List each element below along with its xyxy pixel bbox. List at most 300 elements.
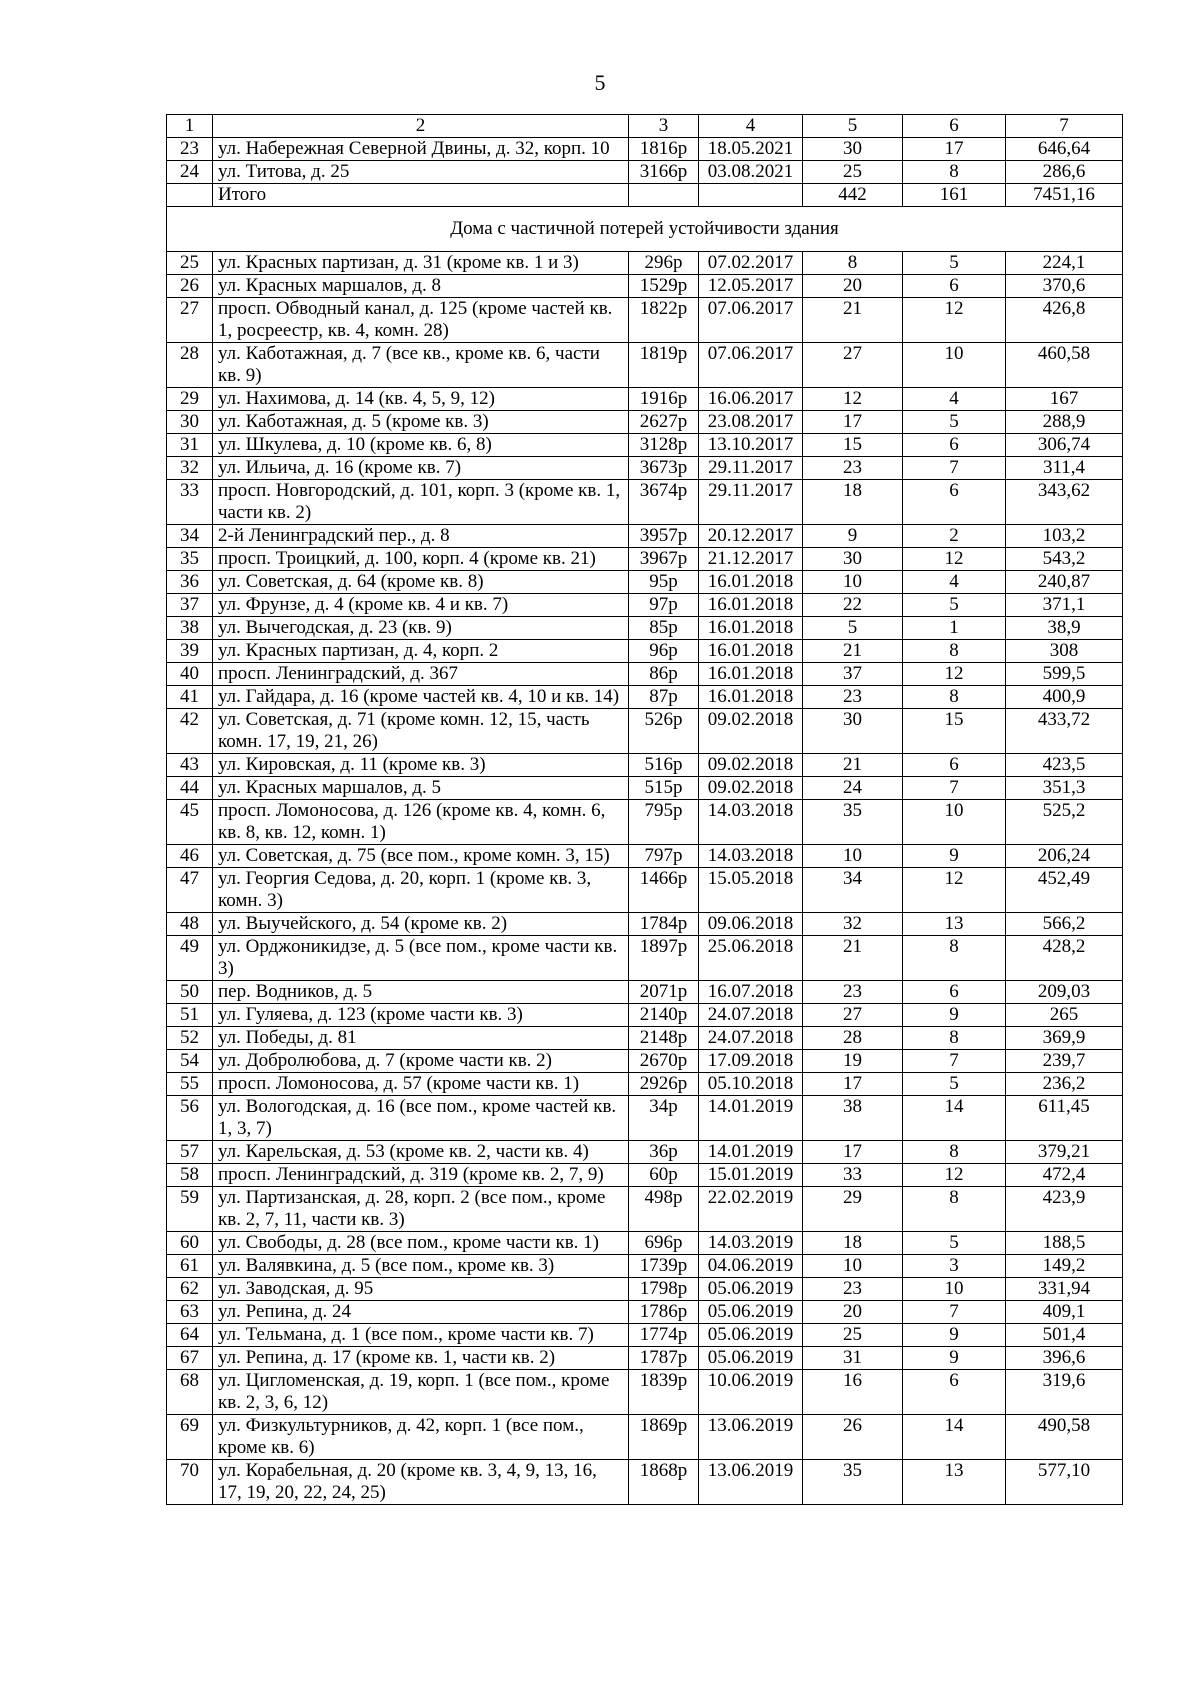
column-6-cell: 8: [903, 1027, 1006, 1050]
column-6-cell: 9: [903, 1324, 1006, 1347]
column-5-cell: 21: [803, 640, 903, 663]
column-5-cell: 29: [803, 1187, 903, 1232]
order-cell: 1787р: [629, 1347, 699, 1370]
date-cell: 16.01.2018: [699, 594, 803, 617]
table-row: [167, 1324, 1123, 1347]
order-cell: 1466р: [629, 868, 699, 913]
column-5-cell: 33: [803, 1164, 903, 1187]
date-cell: 07.02.2017: [699, 252, 803, 275]
total-column-5: 442: [803, 184, 903, 207]
row-number: 70: [167, 1460, 213, 1505]
column-header: 5: [803, 115, 903, 138]
table-row: [167, 800, 1123, 845]
date-cell: 25.06.2018: [699, 936, 803, 981]
column-7-cell: 265: [1006, 1004, 1123, 1027]
date-cell: 05.10.2018: [699, 1073, 803, 1096]
table-row: [167, 1460, 1123, 1505]
order-cell: 795р: [629, 800, 699, 845]
date-cell: 18.05.2021: [699, 138, 803, 161]
address-cell: ул. Советская, д. 71 (кроме комн. 12, 15, часть комн. 17, 19, 21, 26): [213, 709, 629, 754]
address-cell: ул. Победы, д. 81: [213, 1027, 629, 1050]
date-cell: 20.12.2017: [699, 525, 803, 548]
column-6-cell: 9: [903, 1004, 1006, 1027]
address-cell: просп. Троицкий, д. 100, корп. 4 (кроме кв. 21): [213, 548, 629, 571]
date-cell: 16.01.2018: [699, 617, 803, 640]
column-6-cell: 17: [903, 138, 1006, 161]
date-cell: 09.02.2018: [699, 754, 803, 777]
address-cell: пер. Водников, д. 5: [213, 981, 629, 1004]
row-number: 31: [167, 434, 213, 457]
order-cell: 1774р: [629, 1324, 699, 1347]
address-cell: ул. Репина, д. 17 (кроме кв. 1, части кв. 2): [213, 1347, 629, 1370]
order-cell: 1816р: [629, 138, 699, 161]
date-cell: 16.01.2018: [699, 686, 803, 709]
order-cell: 2071р: [629, 981, 699, 1004]
address-cell: ул. Каботажная, д. 5 (кроме кв. 3): [213, 411, 629, 434]
column-6-cell: 6: [903, 434, 1006, 457]
address-cell: просп. Ломоносова, д. 126 (кроме кв. 4, комн. 6, кв. 8, кв. 12, комн. 1): [213, 800, 629, 845]
column-5-cell: 34: [803, 868, 903, 913]
address-cell: ул. Корабельная, д. 20 (кроме кв. 3, 4, 9, 13, 16, 17, 19, 20, 22, 24, 25): [213, 1460, 629, 1505]
column-7-cell: 379,21: [1006, 1141, 1123, 1164]
column-7-cell: 501,4: [1006, 1324, 1123, 1347]
order-cell: 1786р: [629, 1301, 699, 1324]
date-cell: 13.06.2019: [699, 1415, 803, 1460]
column-6-cell: 8: [903, 161, 1006, 184]
order-cell: 797р: [629, 845, 699, 868]
address-cell: ул. Шкулева, д. 10 (кроме кв. 6, 8): [213, 434, 629, 457]
column-6-cell: 3: [903, 1255, 1006, 1278]
row-number: 68: [167, 1370, 213, 1415]
address-cell: ул. Заводская, д. 95: [213, 1278, 629, 1301]
order-cell: 3967р: [629, 548, 699, 571]
column-7-cell: 426,8: [1006, 298, 1123, 343]
row-number: 50: [167, 981, 213, 1004]
column-7-cell: 331,94: [1006, 1278, 1123, 1301]
column-5-cell: 32: [803, 913, 903, 936]
order-cell: 1819р: [629, 343, 699, 388]
column-6-cell: 6: [903, 754, 1006, 777]
total-row: [167, 184, 1123, 207]
column-5-cell: 16: [803, 1370, 903, 1415]
date-cell: 24.07.2018: [699, 1004, 803, 1027]
row-number: 45: [167, 800, 213, 845]
address-cell: ул. Советская, д. 64 (кроме кв. 8): [213, 571, 629, 594]
row-number: 37: [167, 594, 213, 617]
table-row: [167, 936, 1123, 981]
address-cell: ул. Красных партизан, д. 31 (кроме кв. 1 и 3): [213, 252, 629, 275]
column-6-cell: 9: [903, 1347, 1006, 1370]
date-cell: 09.06.2018: [699, 913, 803, 936]
column-7-cell: 149,2: [1006, 1255, 1123, 1278]
row-number: 64: [167, 1324, 213, 1347]
date-cell: 14.03.2019: [699, 1232, 803, 1255]
order-cell: 516р: [629, 754, 699, 777]
table-row: [167, 845, 1123, 868]
order-cell: 87р: [629, 686, 699, 709]
order-cell: 1839р: [629, 1370, 699, 1415]
column-7-cell: 343,62: [1006, 480, 1123, 525]
column-header: 7: [1006, 115, 1123, 138]
column-header: 1: [167, 115, 213, 138]
row-number: 61: [167, 1255, 213, 1278]
address-cell: просп. Обводный канал, д. 125 (кроме частей кв. 1, росреестр, кв. 4, комн. 28): [213, 298, 629, 343]
order-cell: 526р: [629, 709, 699, 754]
row-number: 63: [167, 1301, 213, 1324]
order-cell: 1529р: [629, 275, 699, 298]
row-number: 69: [167, 1415, 213, 1460]
column-5-cell: 10: [803, 845, 903, 868]
date-cell: 14.03.2018: [699, 800, 803, 845]
order-cell: 95р: [629, 571, 699, 594]
date-cell: 24.07.2018: [699, 1027, 803, 1050]
address-cell: ул. Репина, д. 24: [213, 1301, 629, 1324]
column-5-cell: 27: [803, 1004, 903, 1027]
column-7-cell: 577,10: [1006, 1460, 1123, 1505]
column-5-cell: 24: [803, 777, 903, 800]
address-cell: ул. Кировская, д. 11 (кроме кв. 3): [213, 754, 629, 777]
table-row: [167, 525, 1123, 548]
column-7-cell: 543,2: [1006, 548, 1123, 571]
column-7-cell: 490,58: [1006, 1415, 1123, 1460]
address-cell: ул. Карельская, д. 53 (кроме кв. 2, части кв. 4): [213, 1141, 629, 1164]
column-7-cell: 423,5: [1006, 754, 1123, 777]
row-number: 60: [167, 1232, 213, 1255]
column-5-cell: 19: [803, 1050, 903, 1073]
table-row: [167, 1278, 1123, 1301]
row-number: 24: [167, 161, 213, 184]
column-6-cell: 10: [903, 343, 1006, 388]
column-6-cell: 9: [903, 845, 1006, 868]
empty-cell: [629, 184, 699, 207]
column-6-cell: 7: [903, 1050, 1006, 1073]
column-6-cell: 12: [903, 1164, 1006, 1187]
address-cell: ул. Ильича, д. 16 (кроме кв. 7): [213, 457, 629, 480]
column-6-cell: 6: [903, 1370, 1006, 1415]
order-cell: 3128р: [629, 434, 699, 457]
table-row: [167, 275, 1123, 298]
column-7-cell: 370,6: [1006, 275, 1123, 298]
column-5-cell: 23: [803, 981, 903, 1004]
order-cell: 3674р: [629, 480, 699, 525]
column-7-cell: 423,9: [1006, 1187, 1123, 1232]
date-cell: 21.12.2017: [699, 548, 803, 571]
address-cell: просп. Ленинградский, д. 319 (кроме кв. 2, 7, 9): [213, 1164, 629, 1187]
row-number: 30: [167, 411, 213, 434]
column-6-cell: 14: [903, 1415, 1006, 1460]
date-cell: 05.06.2019: [699, 1278, 803, 1301]
order-cell: 1822р: [629, 298, 699, 343]
column-7-cell: 188,5: [1006, 1232, 1123, 1255]
column-5-cell: 37: [803, 663, 903, 686]
date-cell: 16.07.2018: [699, 981, 803, 1004]
table-row: [167, 298, 1123, 343]
column-5-cell: 31: [803, 1347, 903, 1370]
table-row: [167, 411, 1123, 434]
column-5-cell: 38: [803, 1096, 903, 1141]
date-cell: 10.06.2019: [699, 1370, 803, 1415]
row-number: 56: [167, 1096, 213, 1141]
date-cell: 04.06.2019: [699, 1255, 803, 1278]
table-row: [167, 709, 1123, 754]
table-row: [167, 1347, 1123, 1370]
column-6-cell: 8: [903, 1141, 1006, 1164]
total-column-7: 7451,16: [1006, 184, 1123, 207]
date-cell: 05.06.2019: [699, 1324, 803, 1347]
table-row: [167, 663, 1123, 686]
table-row: [167, 1050, 1123, 1073]
column-7-cell: 319,6: [1006, 1370, 1123, 1415]
column-6-cell: 6: [903, 275, 1006, 298]
row-number: 67: [167, 1347, 213, 1370]
column-5-cell: 26: [803, 1415, 903, 1460]
date-cell: 13.10.2017: [699, 434, 803, 457]
column-5-cell: 9: [803, 525, 903, 548]
column-6-cell: 2: [903, 525, 1006, 548]
address-cell: ул. Партизанская, д. 28, корп. 2 (все пом., кроме кв. 2, 7, 11, части кв. 3): [213, 1187, 629, 1232]
address-cell: просп. Ломоносова, д. 57 (кроме части кв. 1): [213, 1073, 629, 1096]
address-cell: ул. Валявкина, д. 5 (все пом., кроме кв. 3): [213, 1255, 629, 1278]
table-row: [167, 1096, 1123, 1141]
date-cell: 13.06.2019: [699, 1460, 803, 1505]
column-6-cell: 12: [903, 868, 1006, 913]
date-cell: 15.01.2019: [699, 1164, 803, 1187]
table-row: [167, 1004, 1123, 1027]
row-number: 29: [167, 388, 213, 411]
date-cell: 09.02.2018: [699, 777, 803, 800]
column-5-cell: 20: [803, 275, 903, 298]
table-row: [167, 1164, 1123, 1187]
row-number: 43: [167, 754, 213, 777]
table-row: [167, 868, 1123, 913]
order-cell: 2627р: [629, 411, 699, 434]
order-cell: 1869р: [629, 1415, 699, 1460]
order-cell: 96р: [629, 640, 699, 663]
column-7-cell: 433,72: [1006, 709, 1123, 754]
table-row: [167, 480, 1123, 525]
table-row: [167, 686, 1123, 709]
table-row: [167, 1187, 1123, 1232]
date-cell: 03.08.2021: [699, 161, 803, 184]
address-cell: ул. Выучейского, д. 54 (кроме кв. 2): [213, 913, 629, 936]
date-cell: 17.09.2018: [699, 1050, 803, 1073]
column-5-cell: 5: [803, 617, 903, 640]
order-cell: 515р: [629, 777, 699, 800]
address-cell: просп. Новгородский, д. 101, корп. 3 (кроме кв. 1, части кв. 2): [213, 480, 629, 525]
column-header: 2: [213, 115, 629, 138]
column-5-cell: 21: [803, 936, 903, 981]
table-row: [167, 617, 1123, 640]
column-5-cell: 18: [803, 480, 903, 525]
row-number: 62: [167, 1278, 213, 1301]
table-row: [167, 640, 1123, 663]
column-6-cell: 6: [903, 480, 1006, 525]
housing-table: [166, 114, 1123, 1505]
address-cell: ул. Красных маршалов, д. 5: [213, 777, 629, 800]
order-cell: 3673р: [629, 457, 699, 480]
total-label: Итого: [213, 184, 629, 207]
table-row: [167, 1073, 1123, 1096]
address-cell: ул. Георгия Седова, д. 20, корп. 1 (кроме кв. 3, комн. 3): [213, 868, 629, 913]
column-5-cell: 35: [803, 800, 903, 845]
column-6-cell: 4: [903, 388, 1006, 411]
column-6-cell: 8: [903, 936, 1006, 981]
row-number: 57: [167, 1141, 213, 1164]
row-number: 47: [167, 868, 213, 913]
address-cell: ул. Физкультурников, д. 42, корп. 1 (все пом., кроме кв. 6): [213, 1415, 629, 1460]
empty-cell: [699, 184, 803, 207]
date-cell: 16.06.2017: [699, 388, 803, 411]
address-cell: ул. Нахимова, д. 14 (кв. 4, 5, 9, 12): [213, 388, 629, 411]
table-row: [167, 1301, 1123, 1324]
column-5-cell: 30: [803, 548, 903, 571]
column-5-cell: 35: [803, 1460, 903, 1505]
column-5-cell: 28: [803, 1027, 903, 1050]
column-6-cell: 13: [903, 1460, 1006, 1505]
column-6-cell: 7: [903, 457, 1006, 480]
table-row: [167, 1141, 1123, 1164]
column-5-cell: 23: [803, 1278, 903, 1301]
order-cell: 1868р: [629, 1460, 699, 1505]
column-7-cell: 351,3: [1006, 777, 1123, 800]
column-5-cell: 17: [803, 1141, 903, 1164]
column-7-cell: 306,74: [1006, 434, 1123, 457]
row-number: 52: [167, 1027, 213, 1050]
table-row: [167, 571, 1123, 594]
row-number: 23: [167, 138, 213, 161]
column-header: 3: [629, 115, 699, 138]
order-cell: 86р: [629, 663, 699, 686]
date-cell: 23.08.2017: [699, 411, 803, 434]
order-cell: 296р: [629, 252, 699, 275]
column-7-cell: 240,87: [1006, 571, 1123, 594]
date-cell: 16.01.2018: [699, 571, 803, 594]
row-number: 54: [167, 1050, 213, 1073]
order-cell: 1897р: [629, 936, 699, 981]
table-row: [167, 1370, 1123, 1415]
column-header: 4: [699, 115, 803, 138]
date-cell: 16.01.2018: [699, 640, 803, 663]
column-7-cell: 611,45: [1006, 1096, 1123, 1141]
column-7-cell: 288,9: [1006, 411, 1123, 434]
table-row: [167, 1255, 1123, 1278]
row-number: 55: [167, 1073, 213, 1096]
total-column-6: 161: [903, 184, 1006, 207]
address-cell: ул. Орджоникидзе, д. 5 (все пом., кроме части кв. 3): [213, 936, 629, 981]
column-6-cell: 5: [903, 1232, 1006, 1255]
page-number: 5: [594, 70, 606, 95]
order-cell: 696р: [629, 1232, 699, 1255]
order-cell: 34р: [629, 1096, 699, 1141]
date-cell: 29.11.2017: [699, 480, 803, 525]
address-cell: ул. Титова, д. 25: [213, 161, 629, 184]
order-cell: 85р: [629, 617, 699, 640]
column-7-cell: 38,9: [1006, 617, 1123, 640]
order-cell: 60р: [629, 1164, 699, 1187]
date-cell: 05.06.2019: [699, 1347, 803, 1370]
date-cell: 05.06.2019: [699, 1301, 803, 1324]
table-row: [167, 1232, 1123, 1255]
table-row: [167, 1027, 1123, 1050]
table-row: [167, 594, 1123, 617]
column-6-cell: 10: [903, 1278, 1006, 1301]
table-row: [167, 913, 1123, 936]
table-row: [167, 161, 1123, 184]
column-5-cell: 25: [803, 1324, 903, 1347]
column-7-cell: 525,2: [1006, 800, 1123, 845]
row-number: 35: [167, 548, 213, 571]
order-cell: 1784р: [629, 913, 699, 936]
table-row: [167, 777, 1123, 800]
column-6-cell: 8: [903, 640, 1006, 663]
address-cell: 2-й Ленинградский пер., д. 8: [213, 525, 629, 548]
column-7-cell: 409,1: [1006, 1301, 1123, 1324]
address-cell: ул. Свободы, д. 28 (все пом., кроме части кв. 1): [213, 1232, 629, 1255]
address-cell: ул. Добролюбова, д. 7 (кроме части кв. 2): [213, 1050, 629, 1073]
column-6-cell: 7: [903, 777, 1006, 800]
column-7-cell: 460,58: [1006, 343, 1123, 388]
column-5-cell: 18: [803, 1232, 903, 1255]
order-cell: 1916р: [629, 388, 699, 411]
column-7-cell: 369,9: [1006, 1027, 1123, 1050]
row-number: 36: [167, 571, 213, 594]
row-number: 49: [167, 936, 213, 981]
order-cell: 2140р: [629, 1004, 699, 1027]
address-cell: ул. Гайдара, д. 16 (кроме частей кв. 4, 10 и кв. 14): [213, 686, 629, 709]
order-cell: 1739р: [629, 1255, 699, 1278]
column-7-cell: 566,2: [1006, 913, 1123, 936]
column-7-cell: 599,5: [1006, 663, 1123, 686]
row-number: 59: [167, 1187, 213, 1232]
column-7-cell: 311,4: [1006, 457, 1123, 480]
date-cell: 14.01.2019: [699, 1096, 803, 1141]
row-number: 46: [167, 845, 213, 868]
address-cell: просп. Ленинградский, д. 367: [213, 663, 629, 686]
column-number-row: [167, 115, 1123, 138]
column-6-cell: 12: [903, 663, 1006, 686]
column-5-cell: 17: [803, 411, 903, 434]
column-5-cell: 17: [803, 1073, 903, 1096]
address-cell: ул. Красных маршалов, д. 8: [213, 275, 629, 298]
row-number: 44: [167, 777, 213, 800]
date-cell: 29.11.2017: [699, 457, 803, 480]
date-cell: 14.03.2018: [699, 845, 803, 868]
table-row: [167, 252, 1123, 275]
column-7-cell: 224,1: [1006, 252, 1123, 275]
column-7-cell: 239,7: [1006, 1050, 1123, 1073]
order-cell: 2670р: [629, 1050, 699, 1073]
column-7-cell: 103,2: [1006, 525, 1123, 548]
table-row: [167, 457, 1123, 480]
column-6-cell: 8: [903, 1187, 1006, 1232]
row-number: 33: [167, 480, 213, 525]
column-6-cell: 10: [903, 800, 1006, 845]
table-row: [167, 981, 1123, 1004]
row-number: 38: [167, 617, 213, 640]
column-7-cell: 206,24: [1006, 845, 1123, 868]
row-number: 27: [167, 298, 213, 343]
address-cell: ул. Тельмана, д. 1 (все пом., кроме части кв. 7): [213, 1324, 629, 1347]
order-cell: 3166р: [629, 161, 699, 184]
column-5-cell: 23: [803, 686, 903, 709]
column-5-cell: 8: [803, 252, 903, 275]
date-cell: 16.01.2018: [699, 663, 803, 686]
column-6-cell: 6: [903, 981, 1006, 1004]
row-number: 42: [167, 709, 213, 754]
row-number: 26: [167, 275, 213, 298]
row-number: 40: [167, 663, 213, 686]
address-cell: ул. Гуляева, д. 123 (кроме части кв. 3): [213, 1004, 629, 1027]
